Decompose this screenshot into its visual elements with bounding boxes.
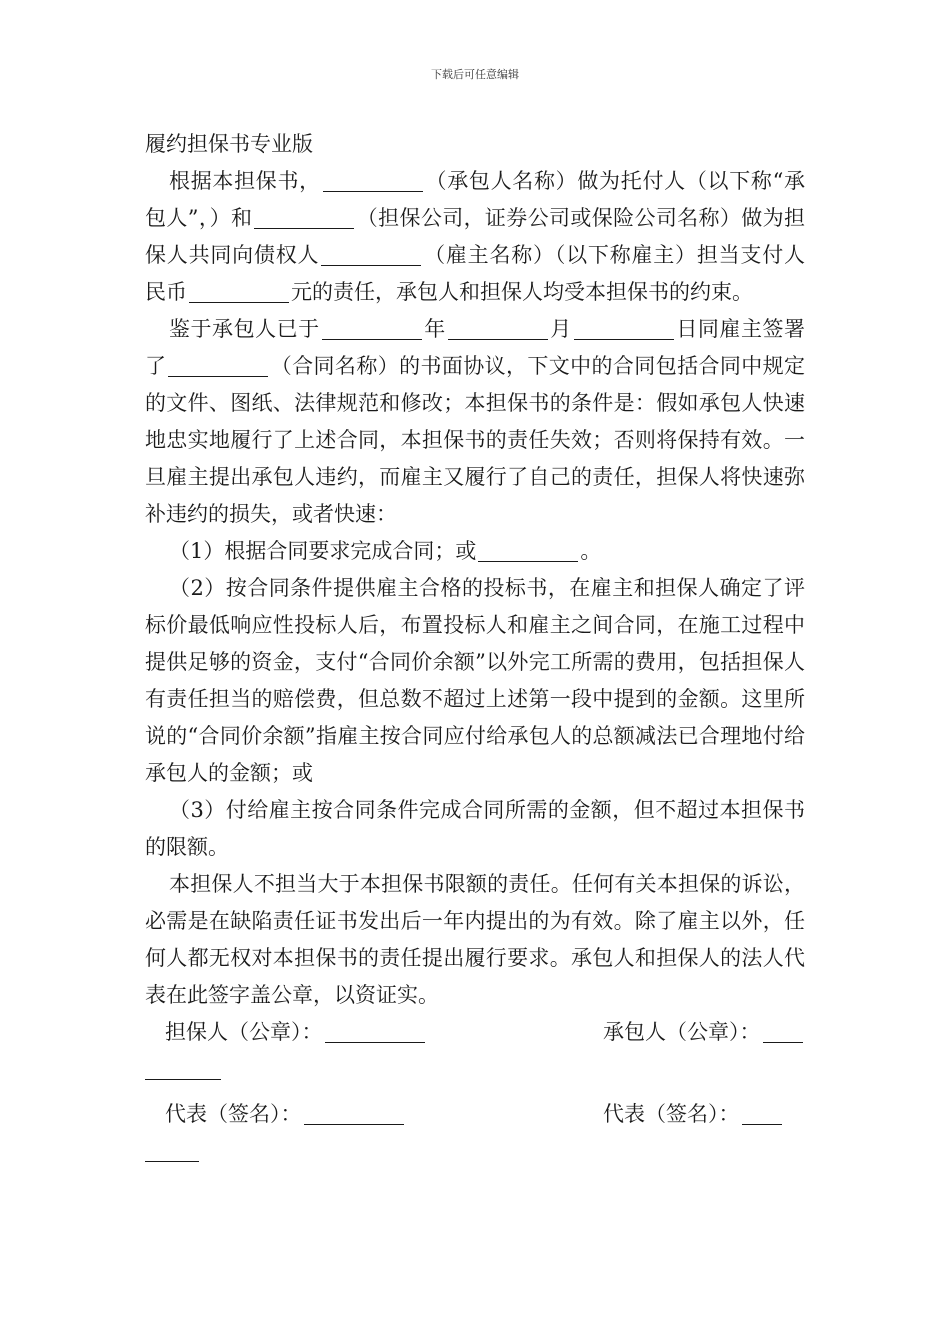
contractor-seal-label: 承包人（公章）： (603, 1020, 761, 1044)
signature-row-seal (145, 1014, 805, 1051)
year-blank[interactable] (322, 319, 422, 340)
contractor-rep-label: 代表（签名）： (603, 1102, 740, 1126)
signature-continuation (145, 1051, 805, 1088)
text-segment: （担保公司，证券公司或保险公司名称）做为担保人共同向债权人 (145, 206, 805, 267)
guarantor-rep-blank[interactable] (304, 1104, 404, 1125)
paragraph-parties (145, 163, 805, 311)
paragraph-limits: 本担保人不担当大于本担保书限额的责任。任何有关本担保的诉讼，必需是在缺陷责任证书发出后一年内提出的为有效。除了雇主以外，任何人都无权对本担保书的责任提出履行要求。承包人和担保人的法人代表在此签字盖公章，以资证实。 (145, 872, 805, 1007)
text-segment: 根据本担保书， (169, 169, 321, 193)
text-segment: 元的责任，承包人和担保人均受本担保书的约束。 (291, 280, 753, 304)
contractor-rep-blank-continued[interactable] (145, 1141, 199, 1162)
guarantor-rep-label: 代表（签名）： (165, 1102, 302, 1126)
spacer (145, 1088, 805, 1096)
list-item-1 (145, 533, 805, 570)
month-blank[interactable] (448, 319, 548, 340)
contractor-seal-blank-continued[interactable] (145, 1059, 221, 1080)
contractor-seal (603, 1014, 805, 1051)
guarantor-seal-blank[interactable] (325, 1022, 425, 1043)
list-item-3: （3）付给雇主按合同条件完成合同所需的金额，但不超过本担保书的限额。 (145, 798, 805, 859)
text-segment: （1）根据合同要求完成合同；或 (169, 539, 477, 563)
list-item-2: （2）按合同条件提供雇主合格的投标书，在雇主和担保人确定了评标价最低响应性投标人后，布置投标人和雇主之间合同，在施工过程中提供足够的资金，支付“合同价余额”以外完工所需的费用，包括担保人有责任担当的赔偿费，但总数不超过上述第一段中提到的金额。这里所说的“合同价余额”指雇主按合同应付给承包人的总额减法已合理地付给承包人的金额；或 (145, 576, 805, 785)
text-segment: 鉴于承包人已于 (169, 317, 320, 341)
alternative-blank[interactable] (478, 541, 578, 562)
document-title: 履约担保书专业版 (145, 132, 313, 156)
guarantor-name-blank[interactable] (254, 208, 354, 229)
contract-name-blank[interactable] (168, 356, 268, 377)
page-header: 下载后可任意编辑 (431, 68, 519, 81)
document-body (145, 126, 805, 1170)
guarantor-rep (165, 1096, 406, 1133)
employer-name-blank[interactable] (321, 245, 421, 266)
day-blank[interactable] (574, 319, 674, 340)
contractor-rep (603, 1096, 784, 1133)
contractor-name-blank[interactable] (323, 171, 423, 192)
guarantor-seal-label: 担保人（公章）： (165, 1020, 323, 1044)
text-segment: （合同名称）的书面协议，下文中的合同包括合同中规定的文件、图纸、法律规范和修改；本担保书的条件是：假如承包人快速地忠实地履行了上述合同，本担保书的责任失效；否则将保持有效。一旦雇主提出承包人违约，而雇主又履行了自己的责任，担保人将快速弥补违约的损失，或者快速： (145, 354, 806, 526)
guarantor-seal (165, 1014, 427, 1051)
paragraph-conditions (145, 311, 805, 533)
signature-row-rep (145, 1096, 805, 1133)
contractor-seal-blank[interactable] (763, 1022, 803, 1043)
contractor-rep-blank[interactable] (742, 1104, 782, 1125)
text-segment: 。 (580, 539, 602, 563)
signature-continuation (145, 1133, 805, 1170)
text-segment: （承包人名称）做为托付人（以下称“承包人”，）和 (145, 169, 806, 230)
text-segment: （雇主名称）（以下称雇主）担当支付人民币 (145, 243, 806, 304)
text-segment: 月 (549, 317, 572, 341)
amount-blank[interactable] (189, 282, 289, 303)
text-segment: 年 (423, 317, 446, 341)
text-segment: 日同雇主签署了 (145, 317, 806, 378)
